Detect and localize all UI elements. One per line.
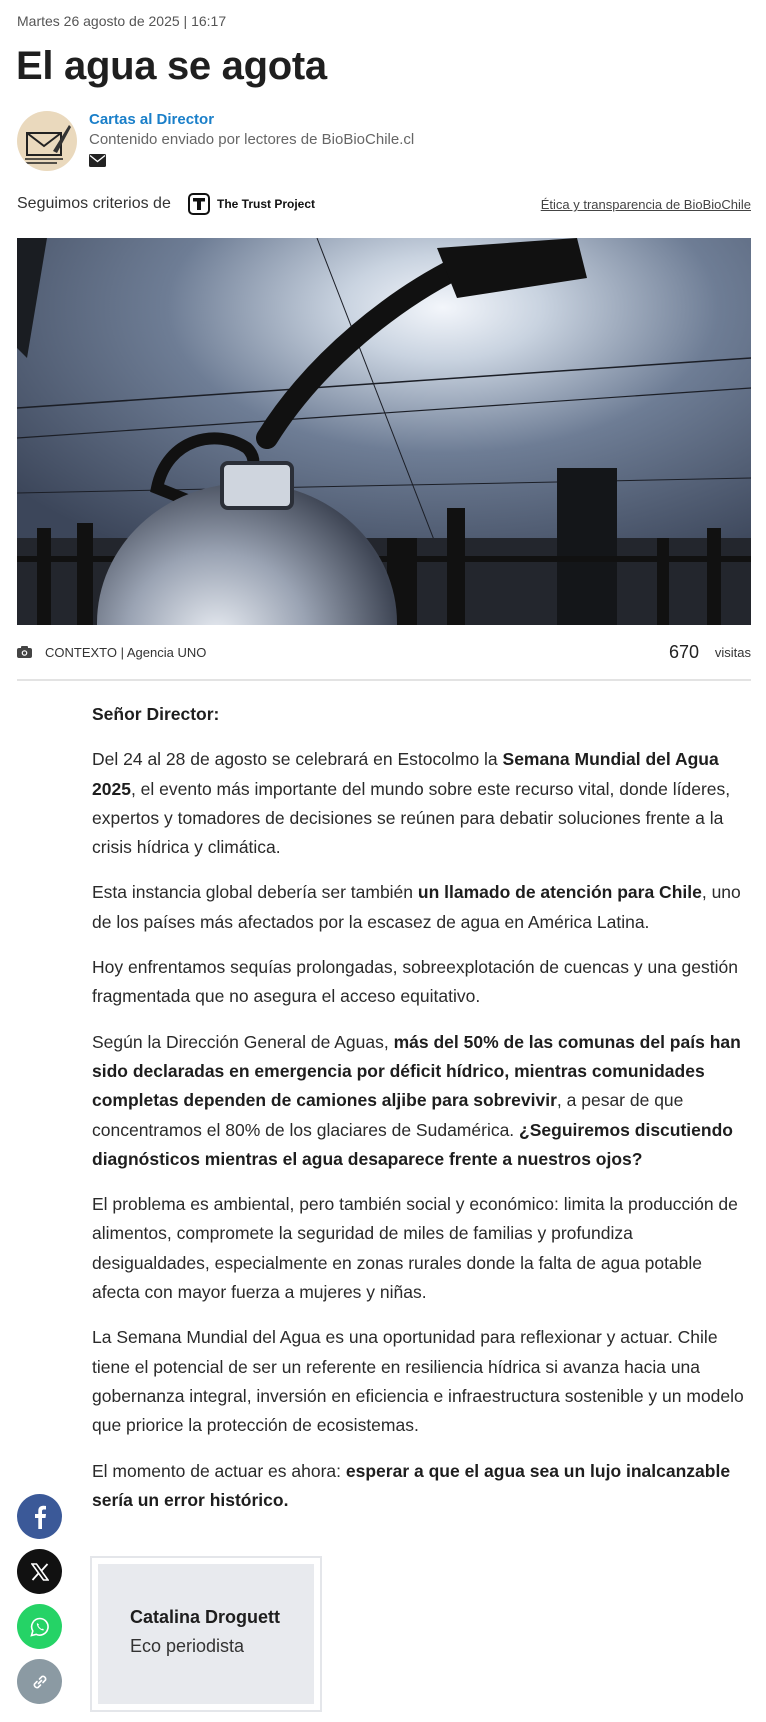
text-run: Hoy enfrentamos sequías prolongadas, sobreexplotación de cuencas y una gestión fragmentada que no asegura el acceso equitativo. xyxy=(92,957,738,1007)
author-description: Contenido enviado por lectores de BioBioChile.cl xyxy=(89,131,415,148)
text-run: Del 24 al 28 de agosto se celebrará en Estocolmo la xyxy=(92,749,503,770)
share-copy-link-button[interactable] xyxy=(17,1659,62,1704)
bold-text: Señor Director: xyxy=(92,704,220,724)
facebook-icon xyxy=(33,1505,47,1529)
article-title: El agua se agota xyxy=(16,44,327,88)
trust-project-name[interactable]: The Trust Project xyxy=(217,197,316,211)
publish-date: Martes 26 agosto de 2025 | 16:17 xyxy=(17,13,227,29)
article-paragraph xyxy=(92,1457,752,1516)
bold-text: esperar a que el agua sea un lujo inalcanzable sería un error histórico. xyxy=(92,1460,731,1510)
image-credit: CONTEXTO | Agencia UNO xyxy=(45,645,207,660)
text-run: Según la Dirección General de Aguas, xyxy=(92,1031,394,1052)
bold-text: más del 50% de las comunas del país han sido declaradas en emergencia por déficit hídrico, mientras comunidades completas dependen de camiones aljibe para sobrevivir xyxy=(92,1031,741,1111)
bold-text: ¿Seguiremos discutiendo diagnósticos mientras el agua desaparece frente a nuestros ojos? xyxy=(92,1119,733,1169)
signature-card-inner xyxy=(98,1564,314,1704)
text-run: El problema es ambiental, pero también social y económico: limita la producción de alimentos, compromete la seguridad de miles de familias y profundiza desigualdades, especialmente en zonas rurales donde la falta de agua potable afecta con mayor fuerza a mujeres y niñas. xyxy=(92,1194,738,1303)
signature-card xyxy=(90,1556,322,1712)
share-whatsapp-button[interactable] xyxy=(17,1604,62,1649)
author-name-link[interactable]: Cartas al Director xyxy=(89,111,215,128)
share-facebook-button[interactable] xyxy=(17,1494,62,1539)
article-paragraph xyxy=(92,745,752,862)
envelope-icon[interactable] xyxy=(89,154,106,167)
article-paragraph xyxy=(92,878,752,937)
article-hero-image xyxy=(17,238,751,625)
visits-count: 670 xyxy=(668,642,699,662)
signature-name: Catalina Droguett xyxy=(130,1607,281,1627)
trust-project-logo-icon[interactable] xyxy=(188,193,210,215)
letter-quill-icon xyxy=(17,111,77,171)
visits-label: visitas xyxy=(714,645,751,660)
text-run: Esta instancia global debería ser también xyxy=(92,882,418,903)
camera-icon xyxy=(17,646,32,658)
article-body xyxy=(92,700,752,1531)
ethics-transparency-link[interactable]: Ética y transparencia de BioBioChile xyxy=(540,197,751,212)
signature-role: Eco periodista xyxy=(130,1636,245,1656)
bold-text: un llamado de atención para Chile xyxy=(417,882,702,903)
article-paragraph xyxy=(92,1028,752,1174)
text-run: , el evento más importante del mundo sobre este recurso vital, donde líderes, expertos y tomadores de decisiones se reúnen para debatir soluciones frente a la crisis hídrica y climática. xyxy=(92,778,731,858)
text-run: La Semana Mundial del Agua es una oportunidad para reflexionar y actuar. Chile tiene el potencial de ser un referente en resiliencia hídrica si avanza hacia una gobernanza integral, inversión en eficiencia e infraestructura sostenible y un modelo que priorice la protección de ecosistemas. xyxy=(92,1327,744,1436)
bold-text: Semana Mundial del Agua 2025 xyxy=(92,749,719,799)
divider xyxy=(17,679,751,681)
author-avatar[interactable] xyxy=(17,111,77,171)
link-icon xyxy=(30,1672,50,1692)
article-paragraph xyxy=(92,953,752,1012)
article-paragraph xyxy=(92,1190,752,1307)
x-icon xyxy=(31,1563,49,1581)
image-credit-row xyxy=(17,641,751,665)
article-paragraph xyxy=(92,1323,752,1440)
article-paragraph xyxy=(92,700,752,729)
trust-label: Seguimos criterios de xyxy=(17,195,171,212)
share-x-button[interactable] xyxy=(17,1549,62,1594)
text-run: , a pesar de que concentramos el 80% de los glaciares de Sudamérica. xyxy=(92,1090,684,1140)
text-run: El momento de actuar es ahora: xyxy=(92,1460,346,1481)
trust-project-row xyxy=(17,193,751,217)
text-run: , uno de los países más afectados por la escasez de agua en América Latina. xyxy=(92,882,741,932)
whatsapp-icon xyxy=(30,1617,50,1637)
